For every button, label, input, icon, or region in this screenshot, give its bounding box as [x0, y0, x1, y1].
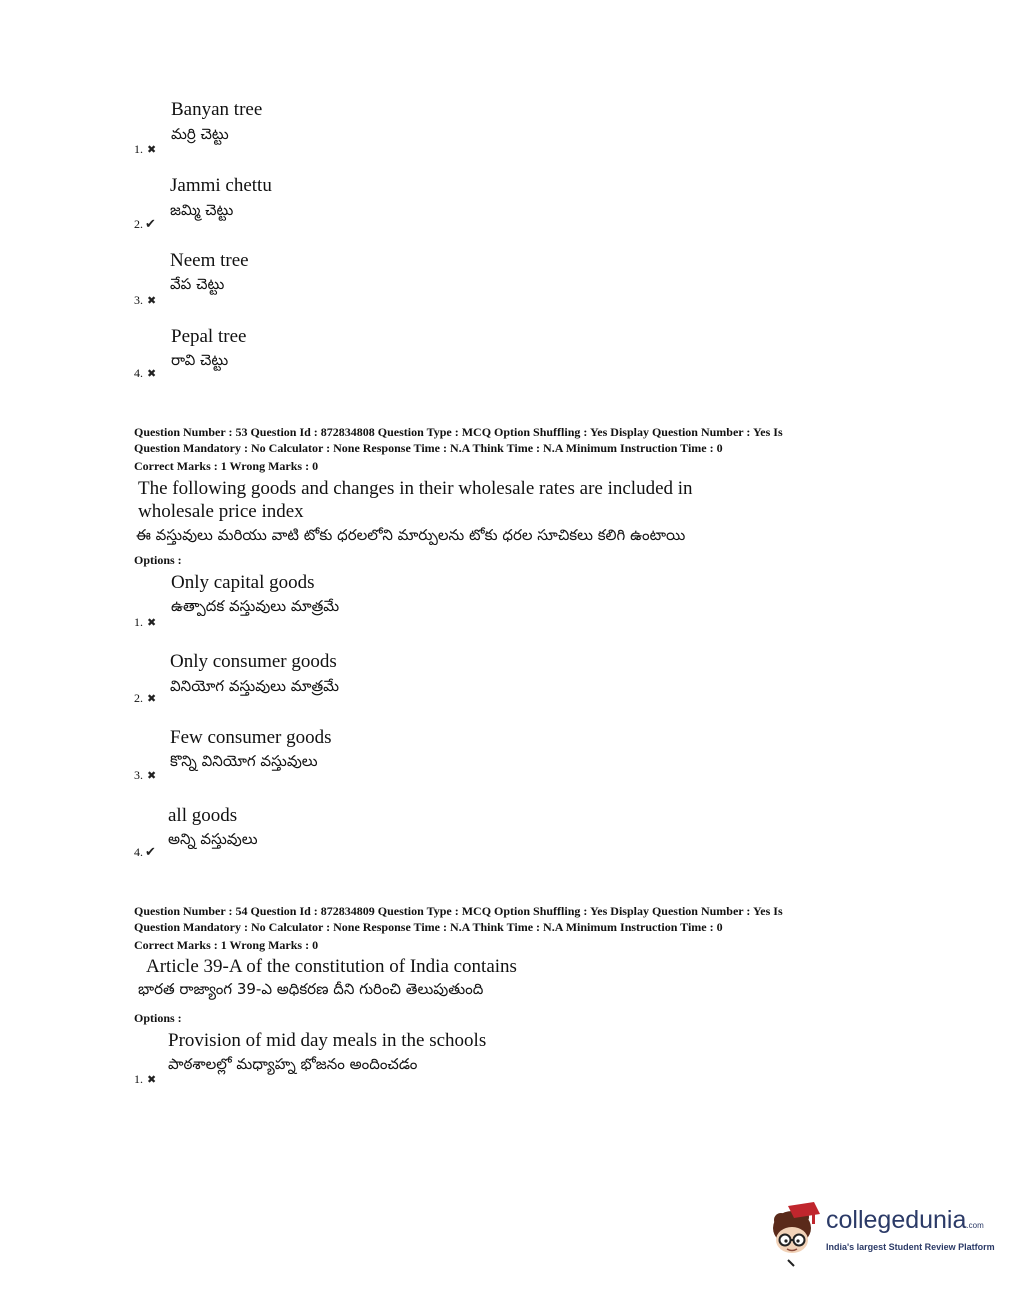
q53-option-3-english: Few consumer goods — [170, 727, 332, 748]
q52-option-4-english: Pepal tree — [171, 326, 247, 347]
q52-option-4-number: 4. ✖ — [134, 366, 157, 380]
q52-option-1-number: 1. ✖ — [134, 142, 157, 156]
q54-option-1-telugu: పాఠశాలల్లో మధ్యాహ్న భోజనం అందించడం — [168, 1055, 418, 1073]
q53-option-2-number: 2. ✖ — [134, 691, 157, 705]
q53-option-1-telugu: ఉత్పాదక వస్తువులు మాత్రమే — [171, 597, 340, 615]
wrong-mark-icon: ✖ — [147, 770, 157, 782]
wrong-mark-icon: ✖ — [147, 693, 157, 705]
q52-option-1-telugu: మర్రి చెట్టు — [171, 125, 229, 143]
q54-option-1-english: Provision of mid day meals in the schools — [168, 1030, 487, 1051]
q52-option-2-english: Jammi chettu — [170, 175, 272, 196]
q54-question-telugu: భారత రాజ్యాంగ 39-ఎ అధికరణ దీని గురించి తెలుపుతుంది — [138, 980, 484, 998]
q52-option-2-number: 2. ✔ — [134, 216, 156, 231]
q52-option-3-telugu: వేప చెట్టు — [170, 275, 225, 293]
q53-meta-line-1: Question Number : 53 Question Id : 872834808 Question Type : MCQ Option Shuffling : Yes Display Question Number : Yes Is — [134, 425, 783, 439]
q52-option-3-english: Neem tree — [170, 250, 249, 271]
q53-option-4-telugu: అన్ని వస్తువులు — [168, 830, 258, 848]
wrong-mark-icon: ✖ — [147, 144, 157, 156]
wrong-mark-icon: ✖ — [147, 295, 157, 307]
q53-option-2-english: Only consumer goods — [170, 651, 337, 672]
correct-tick-icon: ✔ — [145, 844, 156, 859]
q54-meta-line-2: Question Mandatory : No Calculator : None Response Time : N.A Think Time : N.A Minimum Instruction Time : 0 — [134, 920, 723, 934]
q52-option-1-english: Banyan tree — [171, 99, 263, 120]
q53-question-english-line-1: The following goods and changes in their wholesale rates are included in — [138, 478, 693, 499]
q53-option-4-number: 4. ✔ — [134, 844, 156, 859]
q53-question-telugu: ఈ వస్తువులు మరియు వాటి టోకు ధరలలోని మార్పులను టోకు ధరల సూచికలు కలిగి ఉంటాయి — [136, 526, 686, 544]
q53-option-2-telugu: వినియోగ వస్తువులు మాత్రమే — [170, 677, 339, 695]
q52-option-4-telugu: రావి చెట్టు — [171, 351, 229, 369]
wrong-mark-icon: ✖ — [147, 617, 157, 629]
q53-marks: Correct Marks : 1 Wrong Marks : 0 — [134, 459, 319, 473]
q53-option-4-english: all goods — [168, 805, 238, 826]
wrong-mark-icon: ✖ — [147, 1074, 157, 1086]
q53-meta-line-2: Question Mandatory : No Calculator : None Response Time : N.A Think Time : N.A Minimum Instruction Time : 0 — [134, 441, 723, 455]
q52-option-3-number: 3. ✖ — [134, 293, 157, 307]
q53-option-1-english: Only capital goods — [171, 572, 315, 593]
q53-option-3-number: 3. ✖ — [134, 768, 157, 782]
correct-tick-icon: ✔ — [145, 216, 156, 231]
q54-meta-line-1: Question Number : 54 Question Id : 872834809 Question Type : MCQ Option Shuffling : Yes Display Question Number : Yes Is — [134, 904, 783, 918]
q53-question-english-line-2: wholesale price index — [138, 501, 304, 522]
q54-marks: Correct Marks : 1 Wrong Marks : 0 — [134, 938, 319, 952]
q53-option-3-telugu: కొన్ని వినియోగ వస్తువులు — [170, 752, 318, 770]
logo-wordmark: collegedunia.com — [826, 1206, 984, 1234]
mascot-icon — [768, 1200, 824, 1268]
wrong-mark-icon: ✖ — [147, 368, 157, 380]
logo-tagline: India's largest Student Review Platform — [826, 1242, 995, 1252]
q53-option-1-number: 1. ✖ — [134, 615, 157, 629]
q54-options-label: Options : — [134, 1011, 182, 1025]
q54-question-english: Article 39-A of the constitution of India contains — [146, 956, 517, 977]
collegedunia-logo[interactable] — [768, 1200, 998, 1270]
q52-option-2-telugu: జమ్మి చెట్టు — [170, 201, 234, 219]
q53-options-label: Options : — [134, 553, 182, 567]
q54-option-1-number: 1. ✖ — [134, 1072, 157, 1086]
